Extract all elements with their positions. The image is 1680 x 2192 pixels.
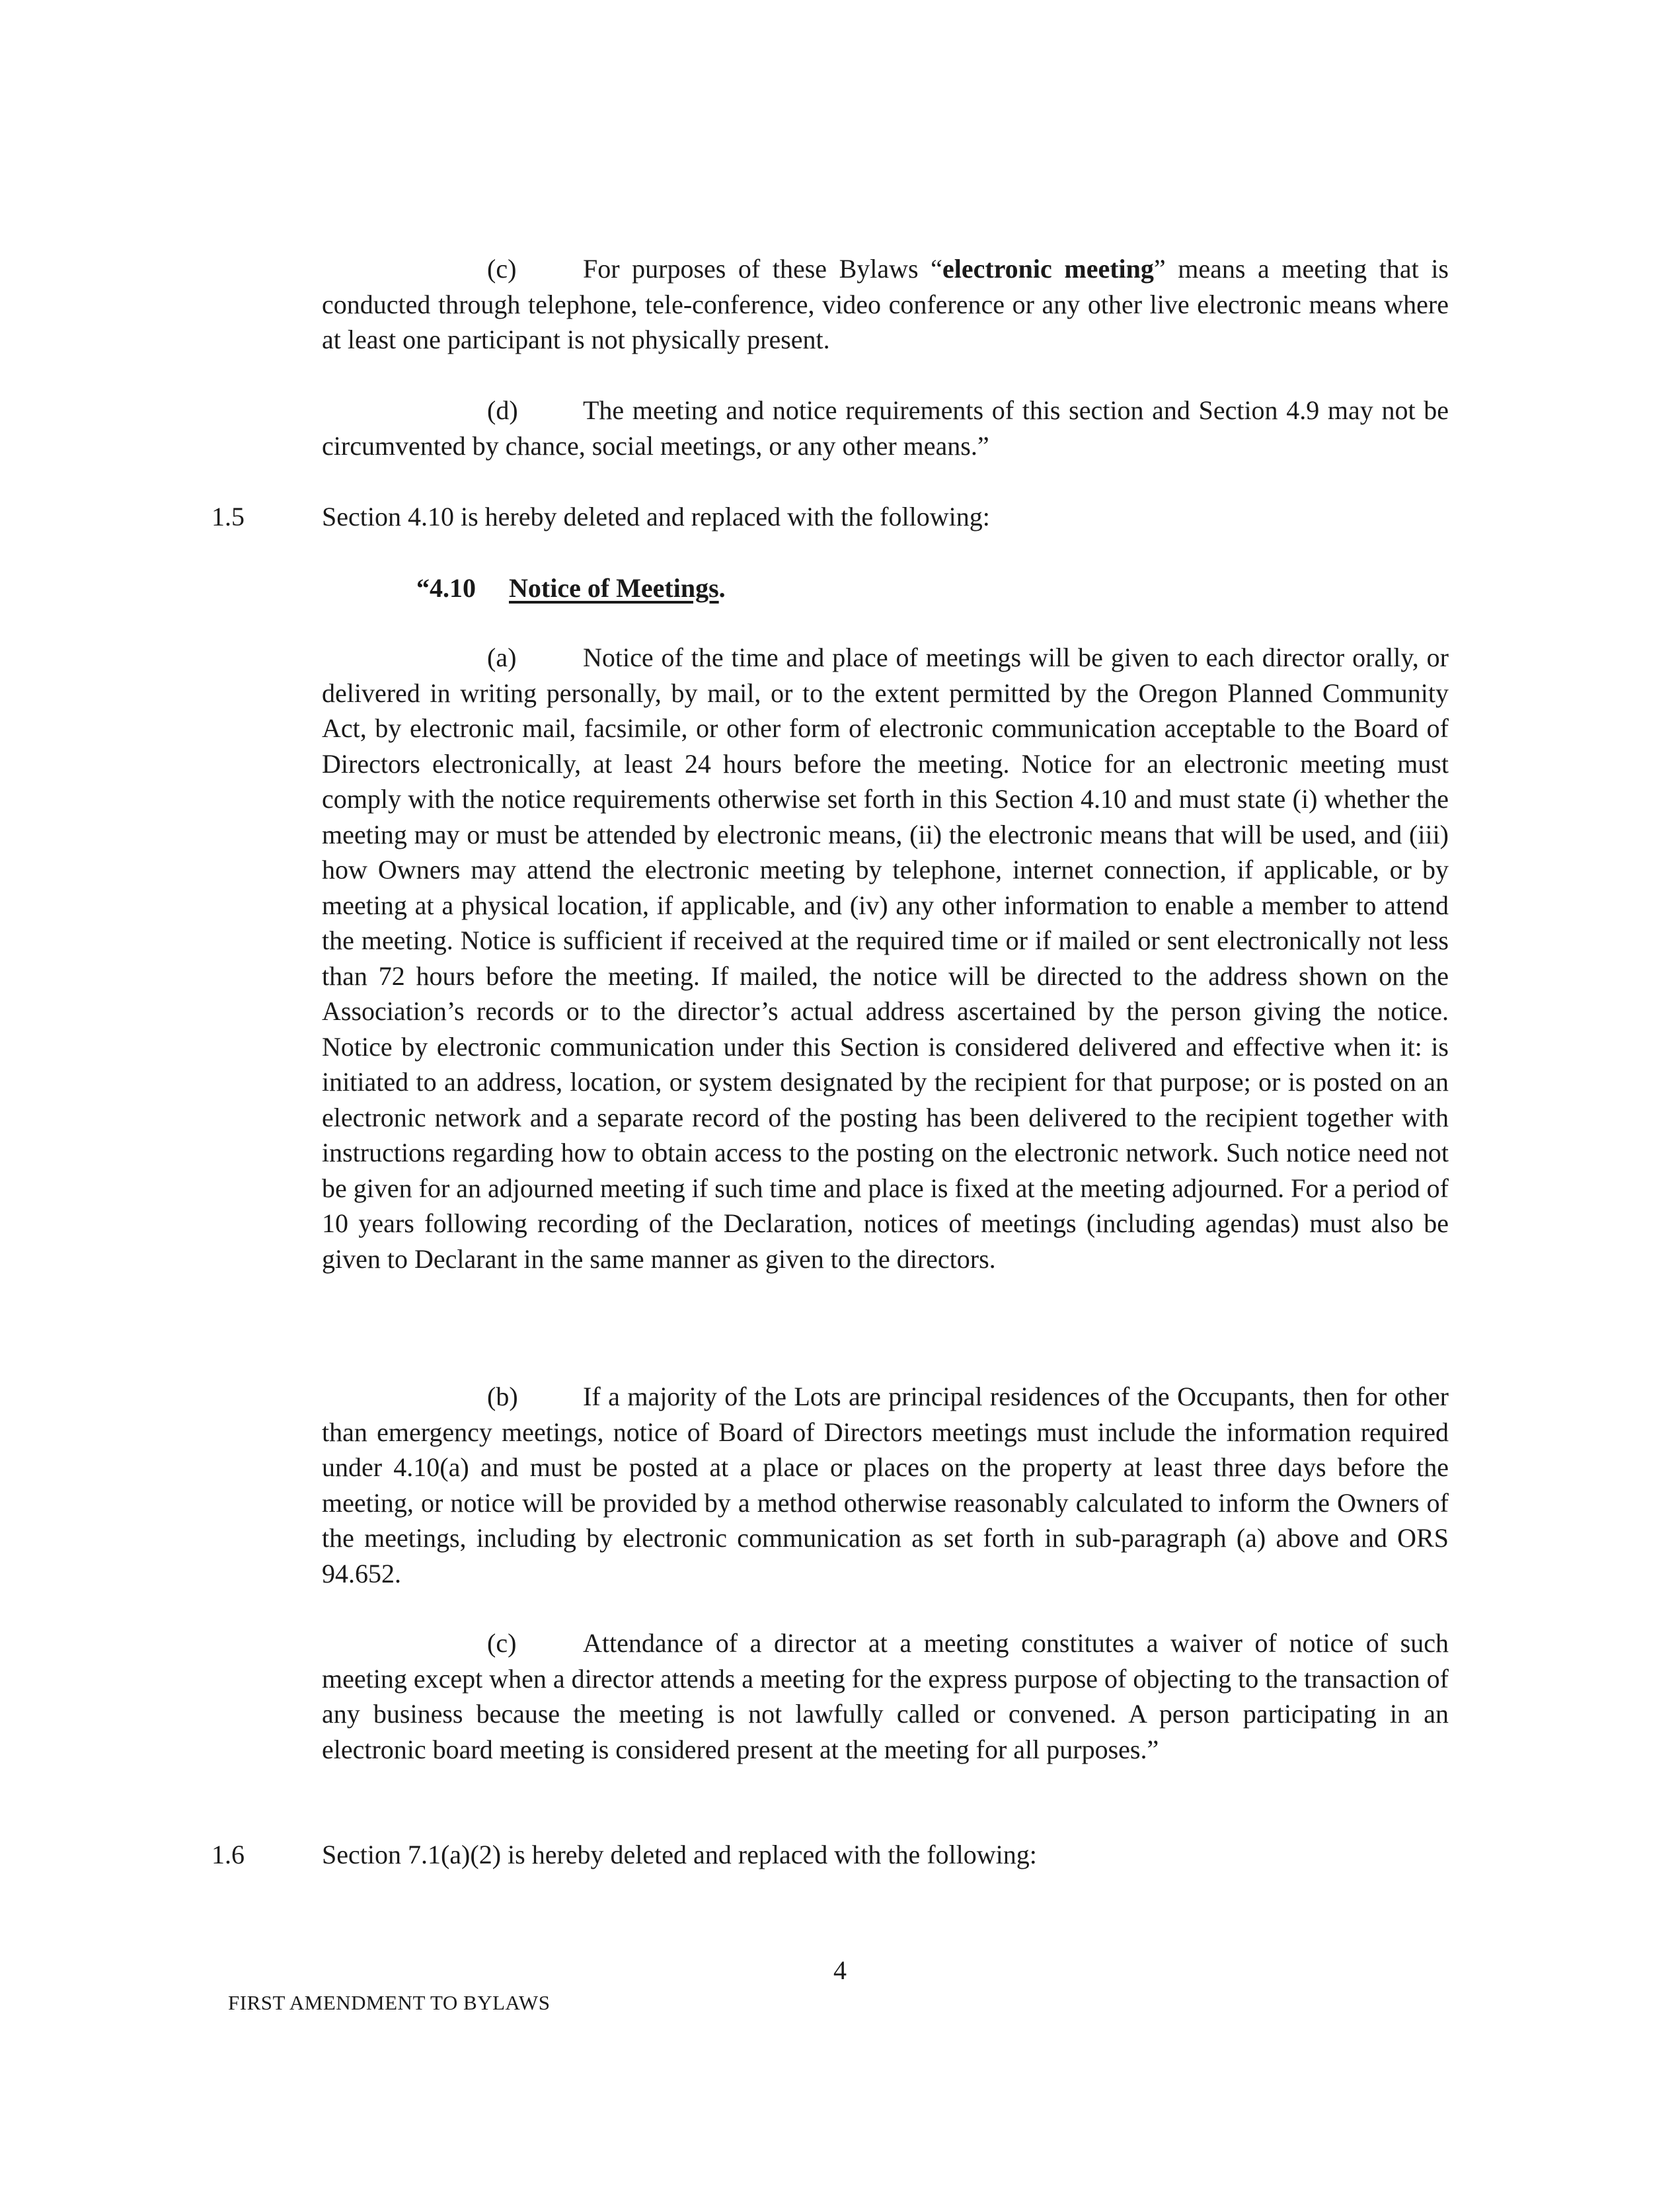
paragraph-text: Notice of the time and place of meetings will be given to each director orally, or delivered in writing personally, by mail, or to the extent permitted by the Oregon Planned Community Act, by electronic mail, facsimile, or other form of electronic communication acceptable to the Board of Directors electronically, at least 24 hours before the meeting. Notice for an electronic meeting must comply with the notice requirements otherwise set forth in this Section 4.10 and must state (i) whether the meeting may or must be attended by electronic means, (ii) the electronic means that will be used, and (iii) how Owners may attend the electronic meeting by telephone, internet connection, if applicable, or by meeting at a physical location, if applicable, and (iv) any other information to enable a member to attend the meeting. Notice is sufficient if received at the required time or if mailed or sent electronically not less than 72 hours before the meeting. If mailed, the notice will be directed to the address shown on the Association’s records or to the director’s actual address ascertained by the person giving the notice. Notice by electronic communication under this Section is considered delivered and effective when it: is initiated to an address, location, or system designated by the recipient for that purpose; or is posted on an electronic network and a separate record of the posting has been delivered to the recipient together with instructions regarding how to obtain access to the posting on the electronic network. Such notice need not be given for an adjourned meeting if such time and place is fixed at the meeting adjourned. For a period of 10 years following recording of the Declaration, notices of meetings (including agendas) must also be given to Declarant in the same manner as given to the directors. bbox=[322, 643, 1449, 1274]
paragraph-text: ” means a meeting that is conducted through telephone, tele-conference, video conference or any other live electronic means where at least one participant is not physically present. bbox=[322, 254, 1449, 354]
paragraph-text: The meeting and notice requirements of this section and Section 4.9 may not be circumvented by chance, social meetings, or any other means.” bbox=[322, 395, 1449, 461]
heading-period: . bbox=[718, 573, 726, 603]
section-number-1-5: 1.5 bbox=[211, 502, 245, 531]
defined-term: electronic meeting bbox=[942, 254, 1154, 284]
paragraph-c-attendance bbox=[322, 1625, 1449, 1767]
section-1-6-text: Section 7.1(a)(2) is hereby deleted and replaced with the following: bbox=[322, 1840, 1037, 1869]
paragraph-label: (c) bbox=[487, 1628, 517, 1658]
paragraph-label: (d) bbox=[487, 395, 518, 425]
paragraph-text: For purposes of these Bylaws “ bbox=[583, 254, 942, 284]
section-1-5-text: Section 4.10 is hereby deleted and replaced with the following: bbox=[322, 502, 990, 531]
footer-document-title: FIRST AMENDMENT TO BYLAWS bbox=[228, 1991, 551, 2014]
heading-number: “4.10 bbox=[416, 573, 476, 603]
section-number-1-6: 1.6 bbox=[211, 1840, 245, 1869]
paragraph-label: (c) bbox=[487, 254, 517, 284]
paragraph-label: (b) bbox=[487, 1382, 518, 1411]
paragraph-a-notice bbox=[322, 640, 1449, 1276]
paragraph-label: (a) bbox=[487, 643, 517, 672]
paragraph-b-posting bbox=[322, 1379, 1449, 1591]
heading-title: Notice of Meetings bbox=[509, 573, 719, 603]
paragraph-c-electronic-meeting bbox=[322, 251, 1449, 358]
section-heading-4-10 bbox=[416, 570, 726, 606]
paragraph-text: Attendance of a director at a meeting constitutes a waiver of notice of such meeting except when a director attends a meeting for the express purpose of objecting to the transaction of any business because the meeting is not lawfully called or convened. A person participating in an electronic board meeting is considered present at the meeting for all purposes.” bbox=[322, 1628, 1449, 1764]
paragraph-d-circumvention bbox=[322, 393, 1449, 463]
page-number: 4 bbox=[833, 1955, 847, 1985]
paragraph-text: If a majority of the Lots are principal residences of the Occupants, then for other than emergency meetings, notice of Board of Directors meetings must include the information required under 4.10(a) and must be posted at a place or places on the property at least three days before the meeting, or notice will be provided by a method otherwise reasonably calculated to inform the Owners of the meetings, including by electronic communication as set forth in sub-paragraph (a) above and ORS 94.652. bbox=[322, 1382, 1449, 1588]
